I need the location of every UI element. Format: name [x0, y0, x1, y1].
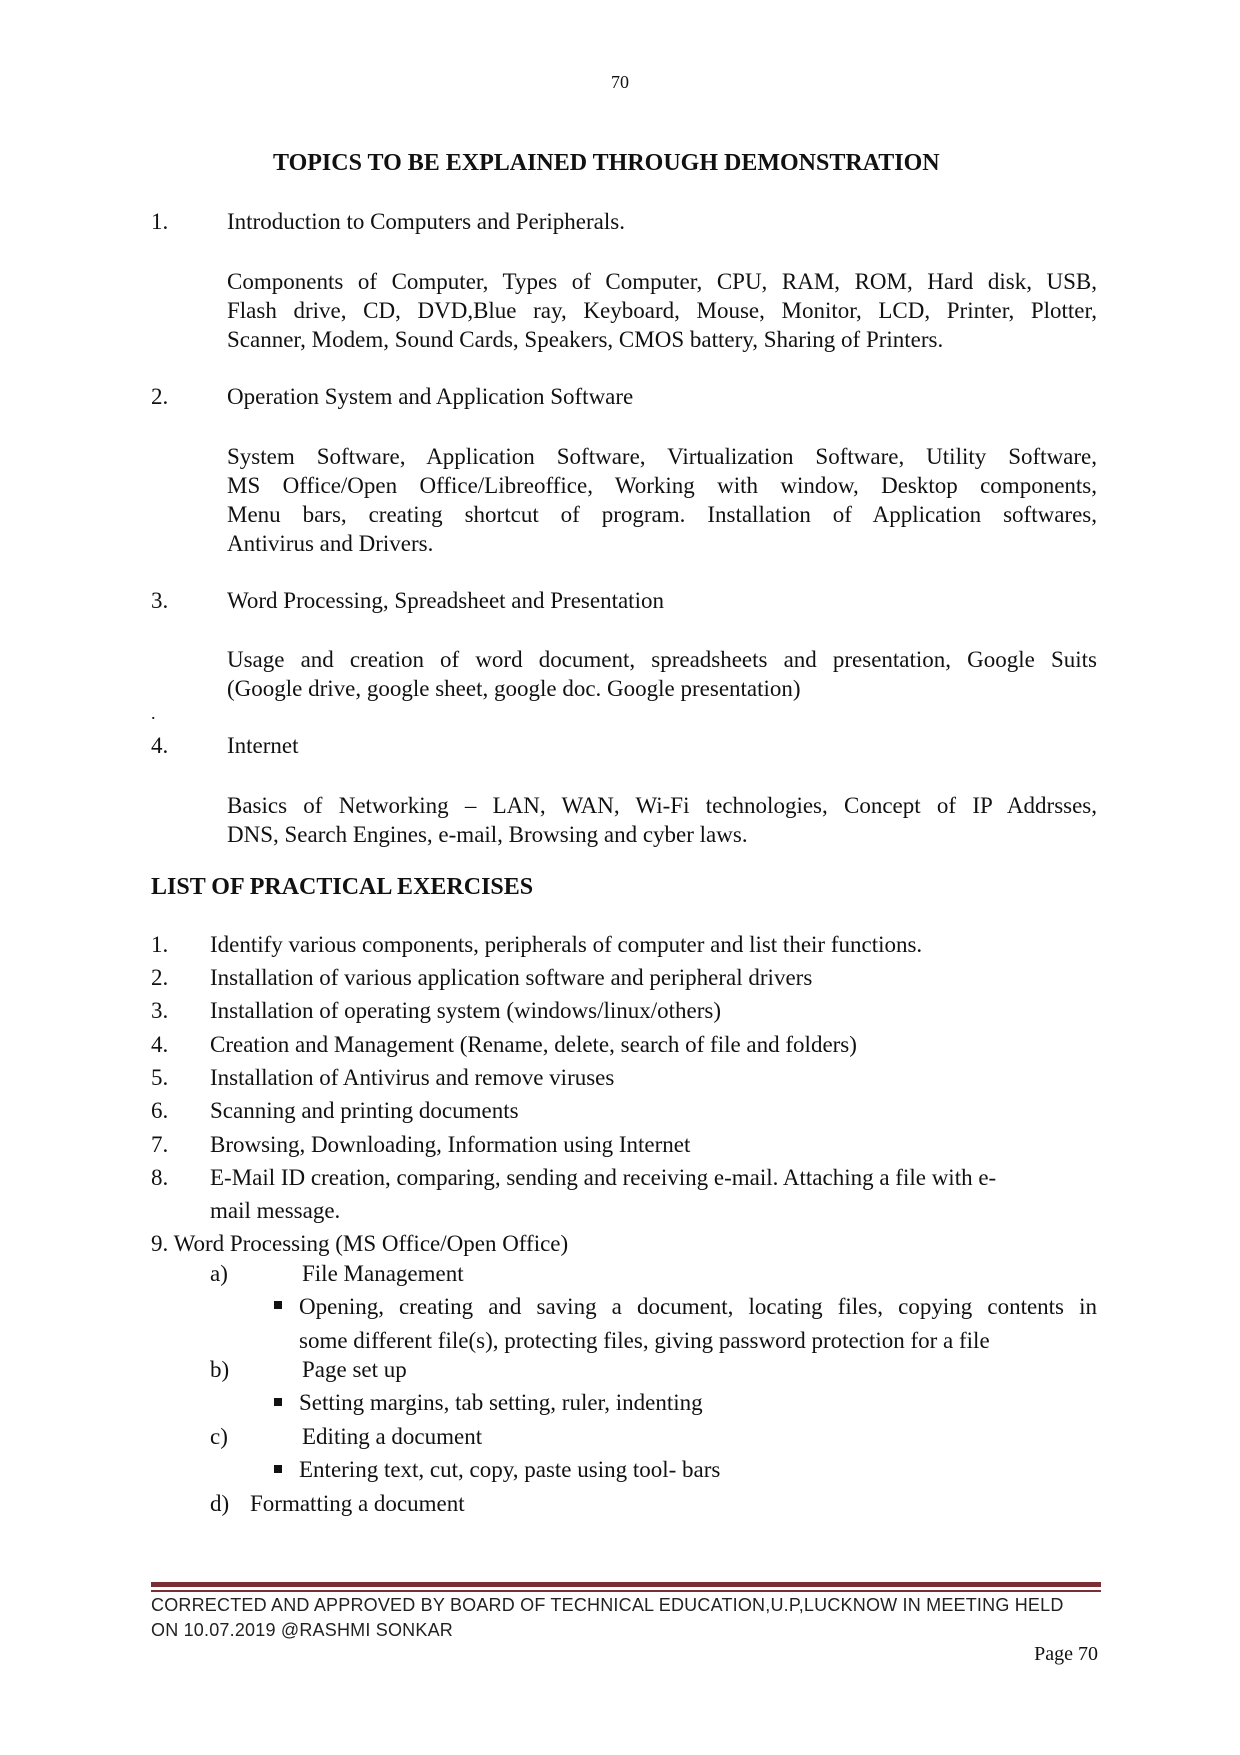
sub-item-title: Formatting a document [250, 1491, 465, 1516]
exercise-number: 5. [151, 1065, 169, 1090]
exercise-text: Scanning and printing documents [210, 1098, 519, 1123]
topic-number: 4. [151, 733, 169, 758]
exercise-text-continued: mail message. [210, 1198, 341, 1223]
exercise-text: Installation of Antivirus and remove viruses [210, 1065, 615, 1090]
description-line: DNS, Search Engines, e-mail, Browsing and cyber laws. [227, 822, 748, 847]
description-line: Usage and creation of word document, spreadsheets and presentation, Google Suits [227, 647, 1097, 672]
footer-rule-thin [151, 1590, 1101, 1592]
exercise-number: 8. [151, 1165, 169, 1190]
bullet-marker [274, 1398, 282, 1406]
description-line: Basics of Networking – LAN, WAN, Wi-Fi technologies, Concept of IP Addrsses, [227, 793, 1097, 818]
exercise-number: 3. [151, 998, 169, 1023]
bullet-marker [274, 1465, 282, 1473]
sub-item-letter: a) [210, 1261, 228, 1286]
description-line: System Software, Application Software, Virtualization Software, Utility Software, [227, 444, 1097, 469]
sub-item-letter: c) [210, 1424, 228, 1449]
exercise-text: Installation of operating system (windows/linux/others) [210, 998, 722, 1023]
topic-title: Internet [227, 733, 299, 758]
sub-item-letter: b) [210, 1357, 230, 1382]
exercise-text: Identify various components, peripherals of computer and list their functions. [210, 932, 923, 957]
page-number: 70 [611, 72, 629, 92]
section-heading-topics: TOPICS TO BE EXPLAINED THROUGH DEMONSTRATION [273, 150, 940, 176]
bullet-line: some different file(s), protecting files, giving password protection for a file [299, 1328, 990, 1353]
footer-page-label: Page 70 [1034, 1643, 1098, 1665]
description-line: MS Office/Open Office/Libreoffice, Working with window, Desktop components, [227, 473, 1097, 498]
exercise-9-heading: 9. Word Processing (MS Office/Open Office) [151, 1231, 569, 1256]
exercise-text: Installation of various application software and peripheral drivers [210, 965, 813, 990]
sub-item-title: File Management [302, 1261, 464, 1286]
sub-item-letter: d) [210, 1491, 230, 1516]
exercise-number: 1. [151, 932, 169, 957]
topic-title: Introduction to Computers and Peripherals. [227, 209, 625, 234]
exercise-text: Creation and Management (Rename, delete, search of file and folders) [210, 1032, 857, 1057]
footer-approval-line-1: CORRECTED AND APPROVED BY BOARD OF TECHNICAL EDUCATION,U.P,LUCKNOW IN MEETING HELD [151, 1595, 1064, 1615]
bullet-line: Setting margins, tab setting, ruler, indenting [299, 1390, 703, 1415]
description-line: Flash drive, CD, DVD,Blue ray, Keyboard, Mouse, Monitor, LCD, Printer, Plotter, [227, 298, 1097, 323]
footer-approval-line-2: ON 10.07.2019 @RASHMI SONKAR [151, 1620, 453, 1640]
topic-number: 1. [151, 209, 169, 234]
description-line: Menu bars, creating shortcut of program. Installation of Application softwares, [227, 502, 1097, 527]
bullet-line: Opening, creating and saving a document, locating files, copying contents in [299, 1294, 1097, 1319]
description-line: Components of Computer, Types of Computer, CPU, RAM, ROM, Hard disk, USB, [227, 269, 1097, 294]
topic-number: 2. [151, 384, 169, 409]
bullet-marker [274, 1301, 282, 1309]
topic-title: Operation System and Application Software [227, 384, 634, 409]
exercise-text: E-Mail ID creation, comparing, sending and receiving e-mail. Attaching a file with e- [210, 1165, 997, 1190]
topic-description [227, 791, 1097, 849]
description-line: Scanner, Modem, Sound Cards, Speakers, CMOS battery, Sharing of Printers. [227, 327, 944, 352]
exercise-number: 7. [151, 1132, 169, 1157]
sub-item-title: Editing a document [302, 1424, 483, 1449]
description-line: (Google drive, google sheet, google doc. Google presentation) [227, 676, 801, 701]
sub-item-title: Page set up [302, 1357, 407, 1382]
section-heading-exercises: LIST OF PRACTICAL EXERCISES [151, 874, 534, 900]
exercise-number: 6. [151, 1098, 169, 1123]
exercise-number: 2. [151, 965, 169, 990]
topic-number: 3. [151, 588, 169, 613]
topic-title: Word Processing, Spreadsheet and Presentation [227, 588, 664, 613]
footer-rule-thick [151, 1582, 1101, 1587]
bullet-line: Entering text, cut, copy, paste using tool- bars [299, 1457, 721, 1482]
topic-description [227, 645, 1097, 703]
description-line: Antivirus and Drivers. [227, 531, 434, 556]
exercise-text: Browsing, Downloading, Information using Internet [210, 1132, 691, 1157]
topic-description [227, 267, 1097, 354]
exercise-number: 4. [151, 1032, 169, 1057]
bullet-text [299, 1290, 1097, 1358]
topic-description [227, 442, 1097, 558]
stray-dot: . [151, 703, 156, 723]
